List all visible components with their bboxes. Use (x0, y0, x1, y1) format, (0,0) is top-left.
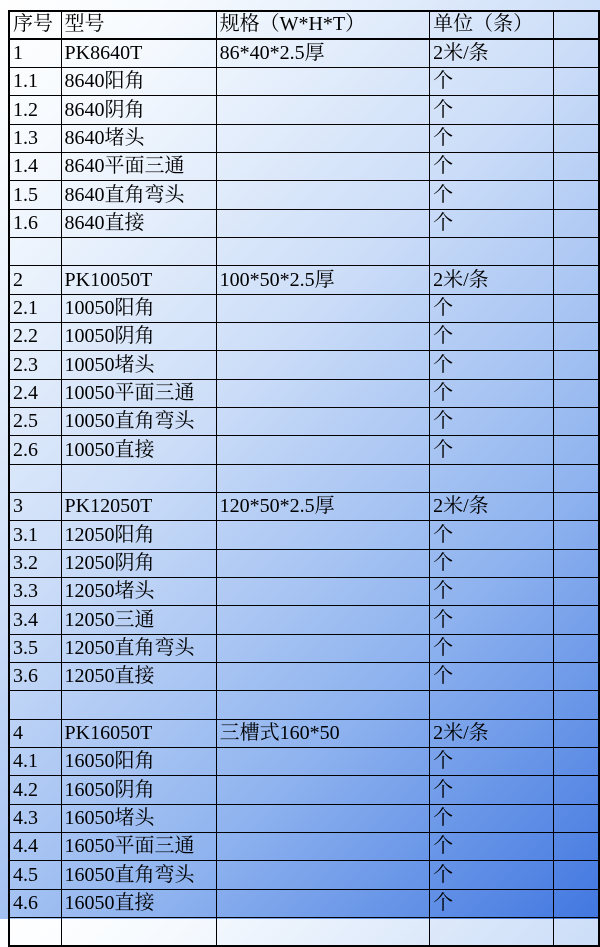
cell-spec: 100*50*2.5厚 (216, 266, 430, 294)
cell-spec (216, 237, 430, 265)
table-row (9, 521, 599, 549)
cell-model: 8640直角弯头 (61, 181, 216, 209)
cell-spec (216, 407, 430, 435)
cell-unit: 个 (430, 521, 554, 549)
cell-model: 10050堵头 (61, 351, 216, 379)
cell-extra (553, 634, 599, 662)
cell-extra (553, 39, 599, 67)
cell-model: PK12050T (61, 493, 216, 521)
cell-spec (216, 67, 430, 95)
cell-seq: 1.5 (9, 181, 61, 209)
cell-extra (553, 67, 599, 95)
table-row (9, 889, 599, 917)
header-cell-unit: 单位（条） (430, 11, 554, 39)
price-table-body (9, 39, 599, 946)
price-table (8, 10, 600, 947)
cell-extra (553, 833, 599, 861)
cell-spec (216, 748, 430, 776)
cell-unit (430, 691, 554, 719)
table-row (9, 96, 599, 124)
cell-model: 8640阴角 (61, 96, 216, 124)
cell-spec (216, 124, 430, 152)
cell-spec (216, 351, 430, 379)
table-row (9, 663, 599, 691)
cell-seq: 1.3 (9, 124, 61, 152)
cell-seq: 4.5 (9, 861, 61, 889)
table-row (9, 464, 599, 492)
cell-extra (553, 96, 599, 124)
table-row (9, 833, 599, 861)
cell-seq: 3.6 (9, 663, 61, 691)
table-row (9, 436, 599, 464)
cell-unit: 2米/条 (430, 493, 554, 521)
cell-unit: 2米/条 (430, 39, 554, 67)
cell-seq: 3 (9, 493, 61, 521)
table-row (9, 691, 599, 719)
cell-seq: 2.3 (9, 351, 61, 379)
cell-seq: 1 (9, 39, 61, 67)
cell-model: 16050直角弯头 (61, 861, 216, 889)
cell-seq: 2.1 (9, 294, 61, 322)
cell-unit: 个 (430, 436, 554, 464)
cell-extra (553, 124, 599, 152)
cell-model: PK10050T (61, 266, 216, 294)
cell-unit: 个 (430, 549, 554, 577)
cell-unit: 个 (430, 351, 554, 379)
cell-model: 10050直接 (61, 436, 216, 464)
cell-model: 16050阴角 (61, 776, 216, 804)
table-row (9, 39, 599, 67)
cell-unit: 个 (430, 833, 554, 861)
cell-spec (216, 521, 430, 549)
cell-unit: 个 (430, 96, 554, 124)
cell-model: 16050堵头 (61, 804, 216, 832)
cell-seq: 4.3 (9, 804, 61, 832)
header-cell-spec: 规格（W*H*T） (216, 11, 430, 39)
cell-spec (216, 804, 430, 832)
cell-model: 16050直接 (61, 889, 216, 917)
cell-unit: 个 (430, 861, 554, 889)
cell-spec (216, 294, 430, 322)
cell-unit: 个 (430, 322, 554, 350)
header-cell-extra (553, 11, 599, 39)
cell-seq: 4.6 (9, 889, 61, 917)
table-row (9, 266, 599, 294)
cell-extra (553, 861, 599, 889)
table-row (9, 351, 599, 379)
cell-extra (553, 266, 599, 294)
cell-seq (9, 237, 61, 265)
cell-spec (216, 918, 430, 946)
cell-unit: 个 (430, 209, 554, 237)
cell-seq: 2.5 (9, 407, 61, 435)
cell-model: 12050直角弯头 (61, 634, 216, 662)
cell-seq: 2.4 (9, 379, 61, 407)
cell-extra (553, 804, 599, 832)
table-row (9, 379, 599, 407)
cell-model: 12050直接 (61, 663, 216, 691)
cell-unit: 个 (430, 407, 554, 435)
cell-model (61, 464, 216, 492)
cell-spec: 120*50*2.5厚 (216, 493, 430, 521)
table-row (9, 776, 599, 804)
header-cell-model: 型号 (61, 11, 216, 39)
cell-extra (553, 322, 599, 350)
table-row (9, 237, 599, 265)
cell-unit: 2米/条 (430, 719, 554, 747)
cell-model: 8640阳角 (61, 67, 216, 95)
table-row (9, 549, 599, 577)
table-row (9, 719, 599, 747)
cell-model (61, 918, 216, 946)
cell-extra (553, 719, 599, 747)
cell-unit (430, 237, 554, 265)
cell-extra (553, 294, 599, 322)
table-row (9, 493, 599, 521)
cell-model: 8640直接 (61, 209, 216, 237)
cell-unit: 个 (430, 889, 554, 917)
cell-extra (553, 407, 599, 435)
cell-unit (430, 464, 554, 492)
cell-model: 10050平面三通 (61, 379, 216, 407)
cell-seq: 3.1 (9, 521, 61, 549)
cell-extra (553, 549, 599, 577)
cell-seq: 3.5 (9, 634, 61, 662)
cell-seq: 3.3 (9, 578, 61, 606)
table-row (9, 67, 599, 95)
cell-extra (553, 776, 599, 804)
cell-seq (9, 918, 61, 946)
cell-model: 12050阳角 (61, 521, 216, 549)
cell-unit: 个 (430, 578, 554, 606)
cell-extra (553, 521, 599, 549)
cell-extra (553, 663, 599, 691)
cell-model: 10050阴角 (61, 322, 216, 350)
cell-extra (553, 691, 599, 719)
cell-seq (9, 464, 61, 492)
cell-spec: 三槽式160*50 (216, 719, 430, 747)
cell-unit: 个 (430, 379, 554, 407)
cell-unit: 个 (430, 663, 554, 691)
table-row (9, 634, 599, 662)
cell-model: 8640堵头 (61, 124, 216, 152)
table-row (9, 407, 599, 435)
cell-unit: 个 (430, 124, 554, 152)
cell-extra (553, 493, 599, 521)
cell-model: 10050直角弯头 (61, 407, 216, 435)
cell-seq: 3.4 (9, 606, 61, 634)
price-table-header (9, 11, 599, 39)
cell-unit: 个 (430, 67, 554, 95)
table-row (9, 124, 599, 152)
cell-seq: 1.4 (9, 152, 61, 180)
cell-spec (216, 96, 430, 124)
cell-extra (553, 237, 599, 265)
cell-model: 12050三通 (61, 606, 216, 634)
cell-unit: 个 (430, 748, 554, 776)
cell-extra (553, 606, 599, 634)
cell-extra (553, 918, 599, 946)
cell-unit: 个 (430, 181, 554, 209)
cell-extra (553, 436, 599, 464)
cell-extra (553, 748, 599, 776)
cell-extra (553, 152, 599, 180)
cell-spec: 86*40*2.5厚 (216, 39, 430, 67)
cell-model: 12050阴角 (61, 549, 216, 577)
table-row (9, 918, 599, 946)
cell-spec (216, 606, 430, 634)
cell-spec (216, 436, 430, 464)
cell-spec (216, 861, 430, 889)
cell-spec (216, 889, 430, 917)
cell-seq: 2 (9, 266, 61, 294)
cell-unit: 个 (430, 634, 554, 662)
cell-unit: 个 (430, 152, 554, 180)
cell-spec (216, 833, 430, 861)
table-row (9, 209, 599, 237)
table-row (9, 804, 599, 832)
cell-seq: 2.6 (9, 436, 61, 464)
cell-model: PK8640T (61, 39, 216, 67)
cell-spec (216, 152, 430, 180)
cell-unit: 2米/条 (430, 266, 554, 294)
cell-extra (553, 379, 599, 407)
table-row (9, 748, 599, 776)
cell-seq: 4.1 (9, 748, 61, 776)
cell-extra (553, 351, 599, 379)
cell-extra (553, 578, 599, 606)
cell-model: 12050堵头 (61, 578, 216, 606)
cell-model: PK16050T (61, 719, 216, 747)
cell-spec (216, 549, 430, 577)
cell-seq: 3.2 (9, 549, 61, 577)
table-row (9, 606, 599, 634)
cell-seq: 4.4 (9, 833, 61, 861)
cell-seq (9, 691, 61, 719)
cell-extra (553, 889, 599, 917)
cell-unit: 个 (430, 606, 554, 634)
cell-seq: 4 (9, 719, 61, 747)
cell-model (61, 691, 216, 719)
cell-spec (216, 181, 430, 209)
cell-extra (553, 209, 599, 237)
cell-model: 16050阳角 (61, 748, 216, 776)
cell-extra (553, 181, 599, 209)
cell-model: 16050平面三通 (61, 833, 216, 861)
cell-seq: 1.2 (9, 96, 61, 124)
cell-spec (216, 209, 430, 237)
table-row (9, 181, 599, 209)
cell-seq: 2.2 (9, 322, 61, 350)
table-row (9, 294, 599, 322)
cell-model (61, 237, 216, 265)
cell-extra (553, 464, 599, 492)
cell-unit: 个 (430, 294, 554, 322)
cell-seq: 4.2 (9, 776, 61, 804)
cell-unit (430, 918, 554, 946)
cell-unit: 个 (430, 804, 554, 832)
header-cell-seq: 序号 (9, 11, 61, 39)
cell-model: 10050阳角 (61, 294, 216, 322)
table-row (9, 578, 599, 606)
cell-model: 8640平面三通 (61, 152, 216, 180)
cell-unit: 个 (430, 776, 554, 804)
table-row (9, 861, 599, 889)
cell-spec (216, 322, 430, 350)
cell-spec (216, 634, 430, 662)
cell-seq: 1.1 (9, 67, 61, 95)
cell-spec (216, 691, 430, 719)
cell-spec (216, 578, 430, 606)
table-row (9, 322, 599, 350)
cell-spec (216, 464, 430, 492)
cell-spec (216, 776, 430, 804)
cell-seq: 1.6 (9, 209, 61, 237)
table-row (9, 152, 599, 180)
cell-spec (216, 379, 430, 407)
cell-spec (216, 663, 430, 691)
header-row (9, 11, 599, 39)
